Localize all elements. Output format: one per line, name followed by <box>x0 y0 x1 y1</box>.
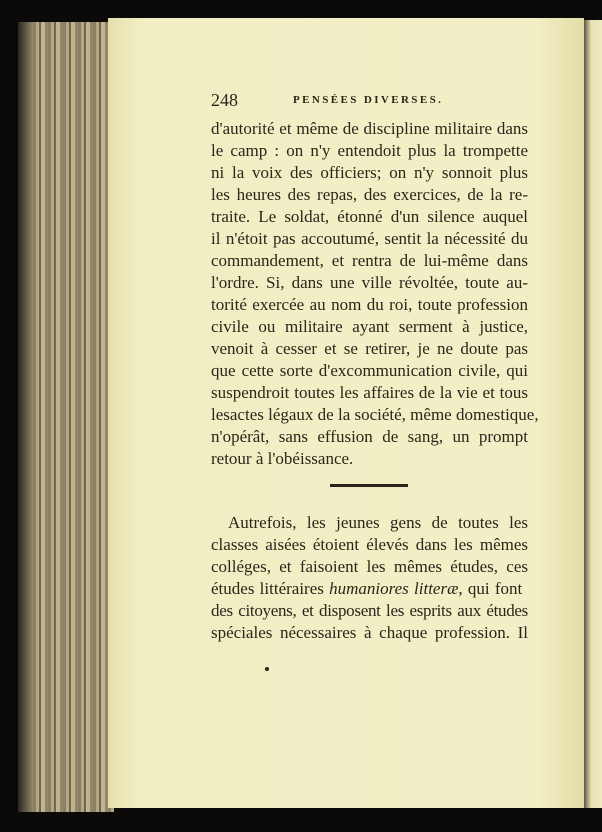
book-spine-shadow <box>18 22 32 812</box>
text-line: classes aisées étoient élevés dans les mêmes <box>211 535 528 554</box>
text-line: le camp : on n'y entendoit plus la trompette <box>211 141 528 160</box>
text-line <box>211 579 528 599</box>
section-divider <box>330 484 408 487</box>
text-line: les heures des repas, des exercices, de la re- <box>211 185 528 204</box>
text-line: suspendroit toutes les affaires de la vie et tous <box>211 383 528 402</box>
text-line: retour à l'obéissance. <box>211 449 354 468</box>
text-line: traite. Le soldat, étonné d'un silence auquel <box>211 207 528 226</box>
running-title: PENSÉES DIVERSES. <box>293 94 444 106</box>
text-line: que cette sorte d'excommunication civile, qui <box>211 361 528 380</box>
text-line: il n'étoit pas accoutumé, sentit la nécessité du <box>211 229 528 248</box>
text-line: des citoyens, et disposent les esprits aux études <box>211 601 528 620</box>
page-number: 248 <box>211 90 238 110</box>
text-span: études littéraires <box>211 579 330 598</box>
facing-page-edge <box>584 20 602 808</box>
text-line: commandement, et rentra de lui-même dans <box>211 251 528 270</box>
text-line: spéciales nécessaires à chaque profession. Il <box>211 623 528 642</box>
text-line: colléges, et faisoient les mêmes études, ces <box>211 557 528 576</box>
page-header <box>211 90 528 112</box>
text-line: venoit à cesser et se retirer, je ne doute pas <box>211 339 528 358</box>
text-line: lesactes légaux de la société, même domestique, <box>211 405 539 424</box>
text-line: civile ou militaire ayant serment à justice, <box>211 317 528 336</box>
text-span: , qui font <box>458 579 523 598</box>
text-line: d'autorité et même de discipline militaire dans <box>211 119 528 138</box>
latin-phrase: humaniores litteræ <box>329 579 459 598</box>
book-page-edges <box>18 22 114 812</box>
text-line: torité exercée au nom du roi, toute profession <box>211 295 528 314</box>
text-line: Autrefois, les jeunes gens de toutes les <box>228 513 528 532</box>
text-line: ni la voix des officiers; on n'y sonnoit plus <box>211 163 528 182</box>
ink-spot <box>265 667 269 671</box>
text-line: n'opérât, sans effusion de sang, un prompt <box>211 427 528 446</box>
text-line: l'ordre. Si, dans une ville révoltée, toute au- <box>211 273 528 292</box>
